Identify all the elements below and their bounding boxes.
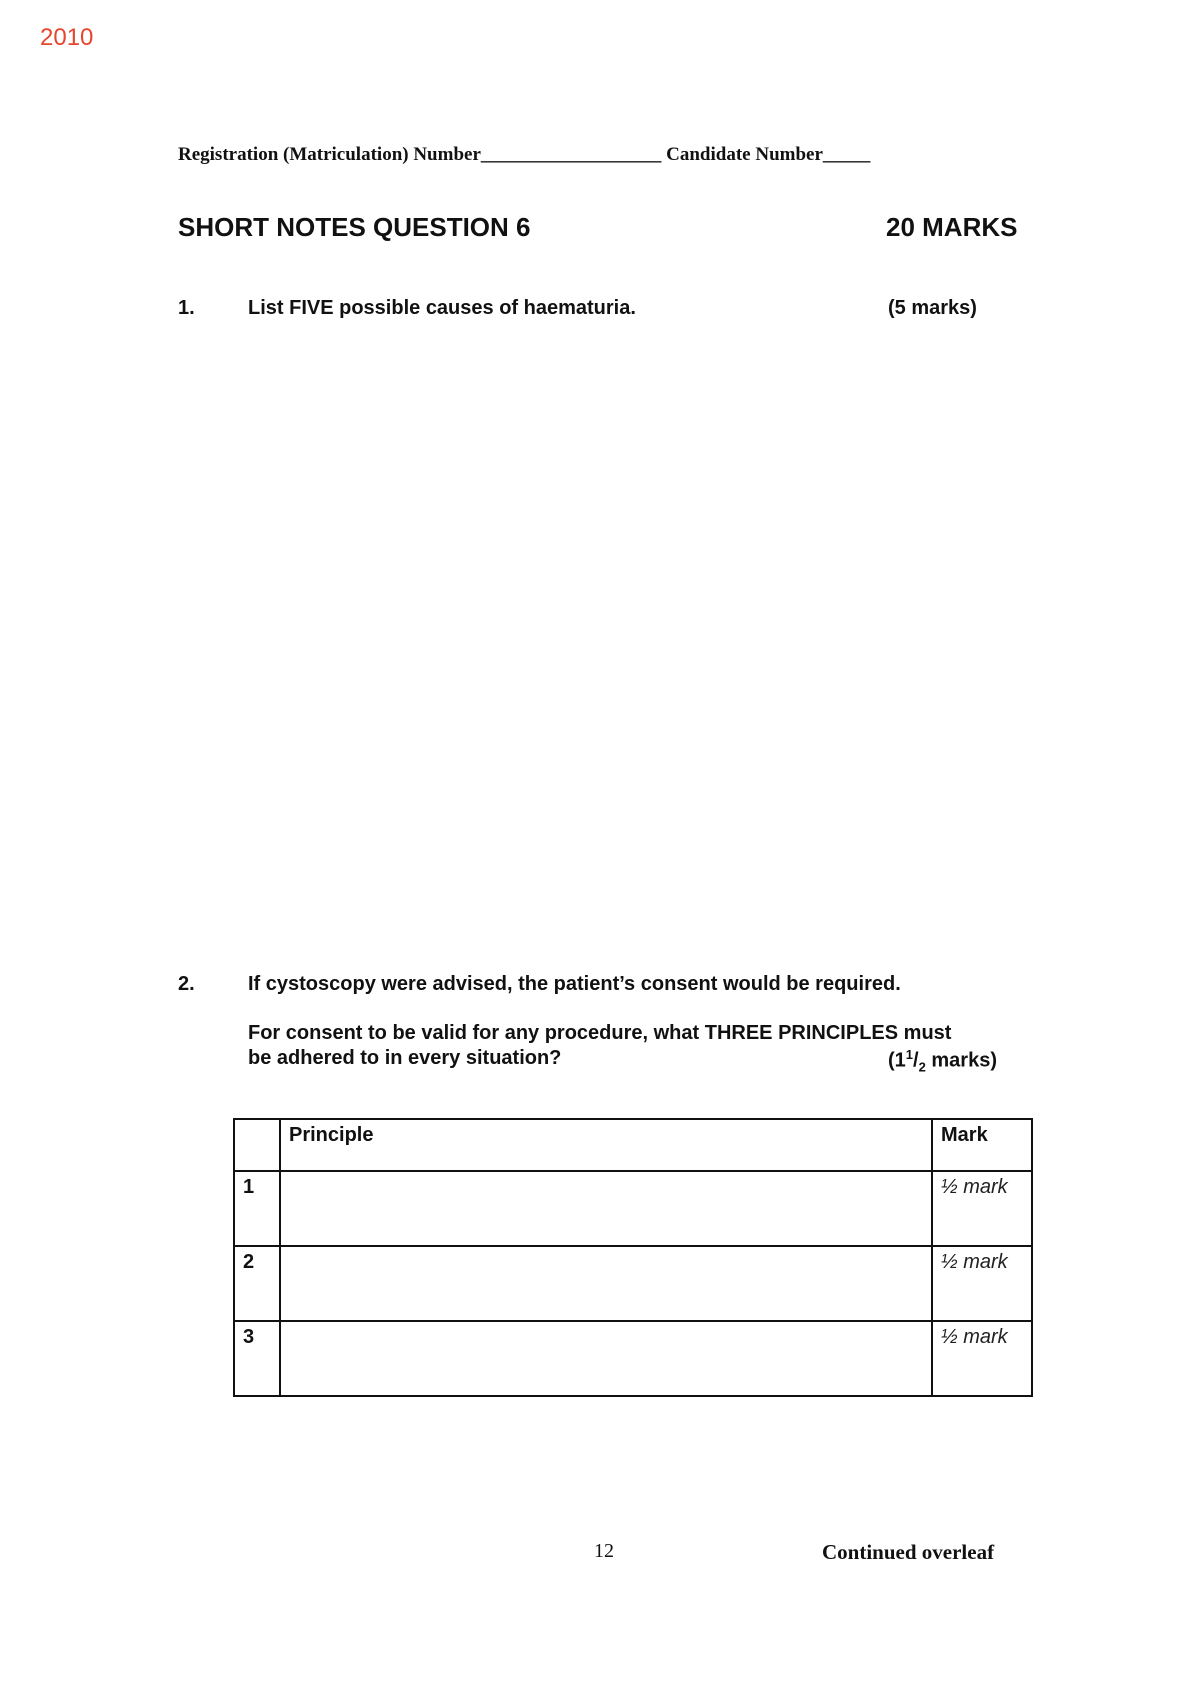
q2-line2: For consent to be valid for any procedure, what THREE PRINCIPLES must [248,1022,952,1044]
row-number: 3 [234,1321,280,1396]
section-title: SHORT NOTES QUESTION 6 [178,212,531,242]
q2-marks-slash: / [913,1049,919,1072]
q1-text: List FIVE possible causes of haematuria. [248,297,636,319]
row-mark: ½ mark [932,1246,1032,1321]
year-label: 2010 [40,24,94,51]
table-row [234,1171,1032,1246]
registration-line: Registration (Matriculation) Number___________________ Candidate Number_____ [178,144,871,165]
q2-marks [888,1047,997,1075]
table-header-row [234,1119,1032,1171]
principle-answer-cell[interactable] [280,1171,932,1246]
row-mark: ½ mark [932,1171,1032,1246]
q2-number: 2. [178,973,195,995]
principle-answer-cell[interactable] [280,1321,932,1396]
q1-marks: (5 marks) [888,297,977,319]
header-blank-cell [234,1119,280,1171]
principle-answer-cell[interactable] [280,1246,932,1321]
principles-table [233,1118,1033,1397]
section-marks: 20 MARKS [886,212,1018,242]
header-mark: Mark [932,1119,1032,1171]
q1-number: 1. [178,297,195,319]
header-principle: Principle [280,1119,932,1171]
q2-marks-sub: 2 [918,1059,926,1075]
row-mark: ½ mark [932,1321,1032,1396]
row-number: 1 [234,1171,280,1246]
q2-marks-open: (1 [888,1049,906,1072]
page-number: 12 [594,1540,614,1562]
table-row [234,1246,1032,1321]
table-row [234,1321,1032,1396]
q2-line3: be adhered to in every situation? [248,1047,562,1069]
continued-overleaf: Continued overleaf [822,1540,995,1564]
row-number: 2 [234,1246,280,1321]
q2-line1: If cystoscopy were advised, the patient’s consent would be required. [248,973,901,995]
q2-marks-sup: 1 [905,1047,914,1062]
q2-marks-close: marks) [925,1049,997,1072]
